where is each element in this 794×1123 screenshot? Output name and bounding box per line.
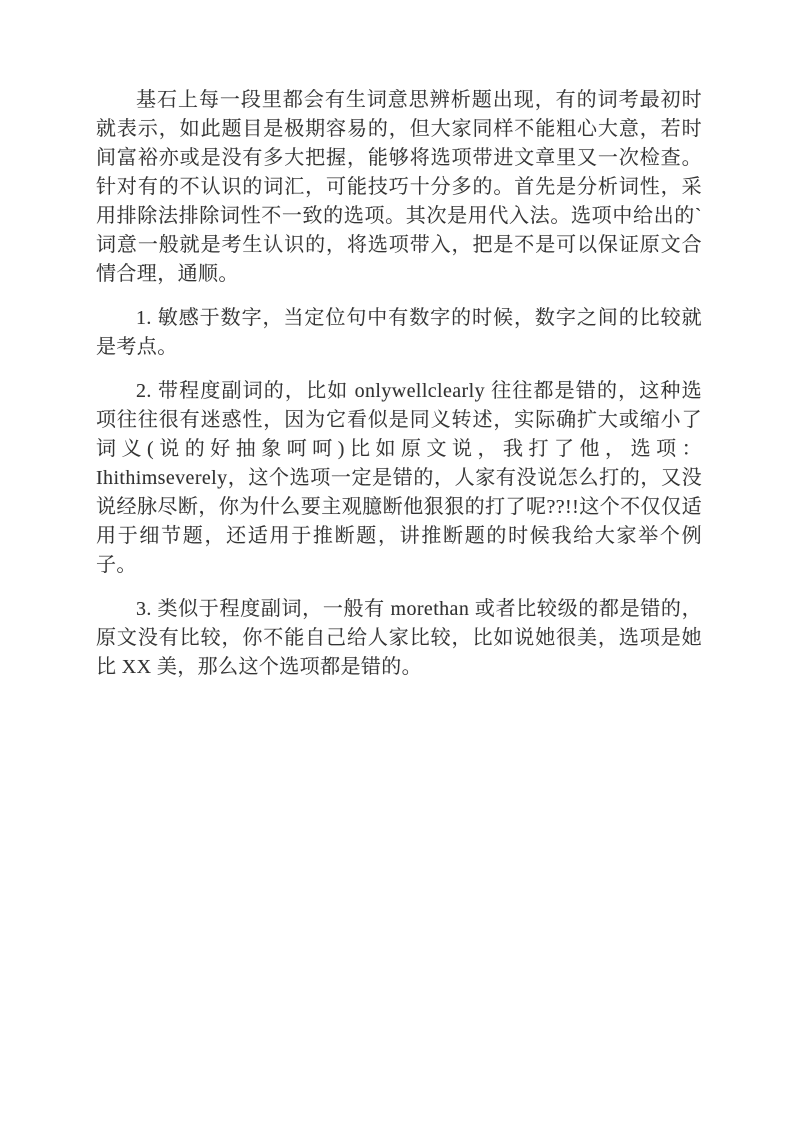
paragraph: 3. 类似于程度副词，一般有 morethan 或者比较级的都是错的，原文没有比较，你不能自己给人家比较，比如说她很美，选项是她比 XX 美，那么这个选项都是错的。 bbox=[96, 598, 702, 678]
paragraph: 1. 敏感于数字，当定位句中有数字的时候，数字之间的比较就是考点。 bbox=[96, 307, 702, 358]
paragraph: 2. 带程度副词的，比如 onlywellclearly 往往都是错的，这种选项往往很有迷惑性，因为它看似是同义转述，实际确扩大或缩小了词义(说的好抽象呵呵)比如原文说，我打了他，选项：Ihithimseverely，这个选项一定是错的，人家有没说怎么打的，又没说经脉尽断，你为什么要主观臆断他狠狠的打了呢??!!这个不仅仅适用于细节题，还适用于推断题，讲推断题的时候我给大家举个例子。 bbox=[96, 380, 702, 576]
text-block bbox=[96, 86, 702, 697]
paragraph: 基石上每一段里都会有生词意思辨析题出现，有的词考最初时就表示，如此题目是极期容易的，但大家同样不能粗心大意，若时间富裕亦或是没有多大把握，能够将选项带进文章里又一次检查。针对有的不认识的词汇，可能技巧十分多的。首先是分析词性，采用排除法排除词性不一致的选项。其次是用代入法。选项中给出的`词意一般就是考生认识的，将选项带入，把是不是可以保证原文合情合理，通顺。 bbox=[96, 89, 702, 285]
